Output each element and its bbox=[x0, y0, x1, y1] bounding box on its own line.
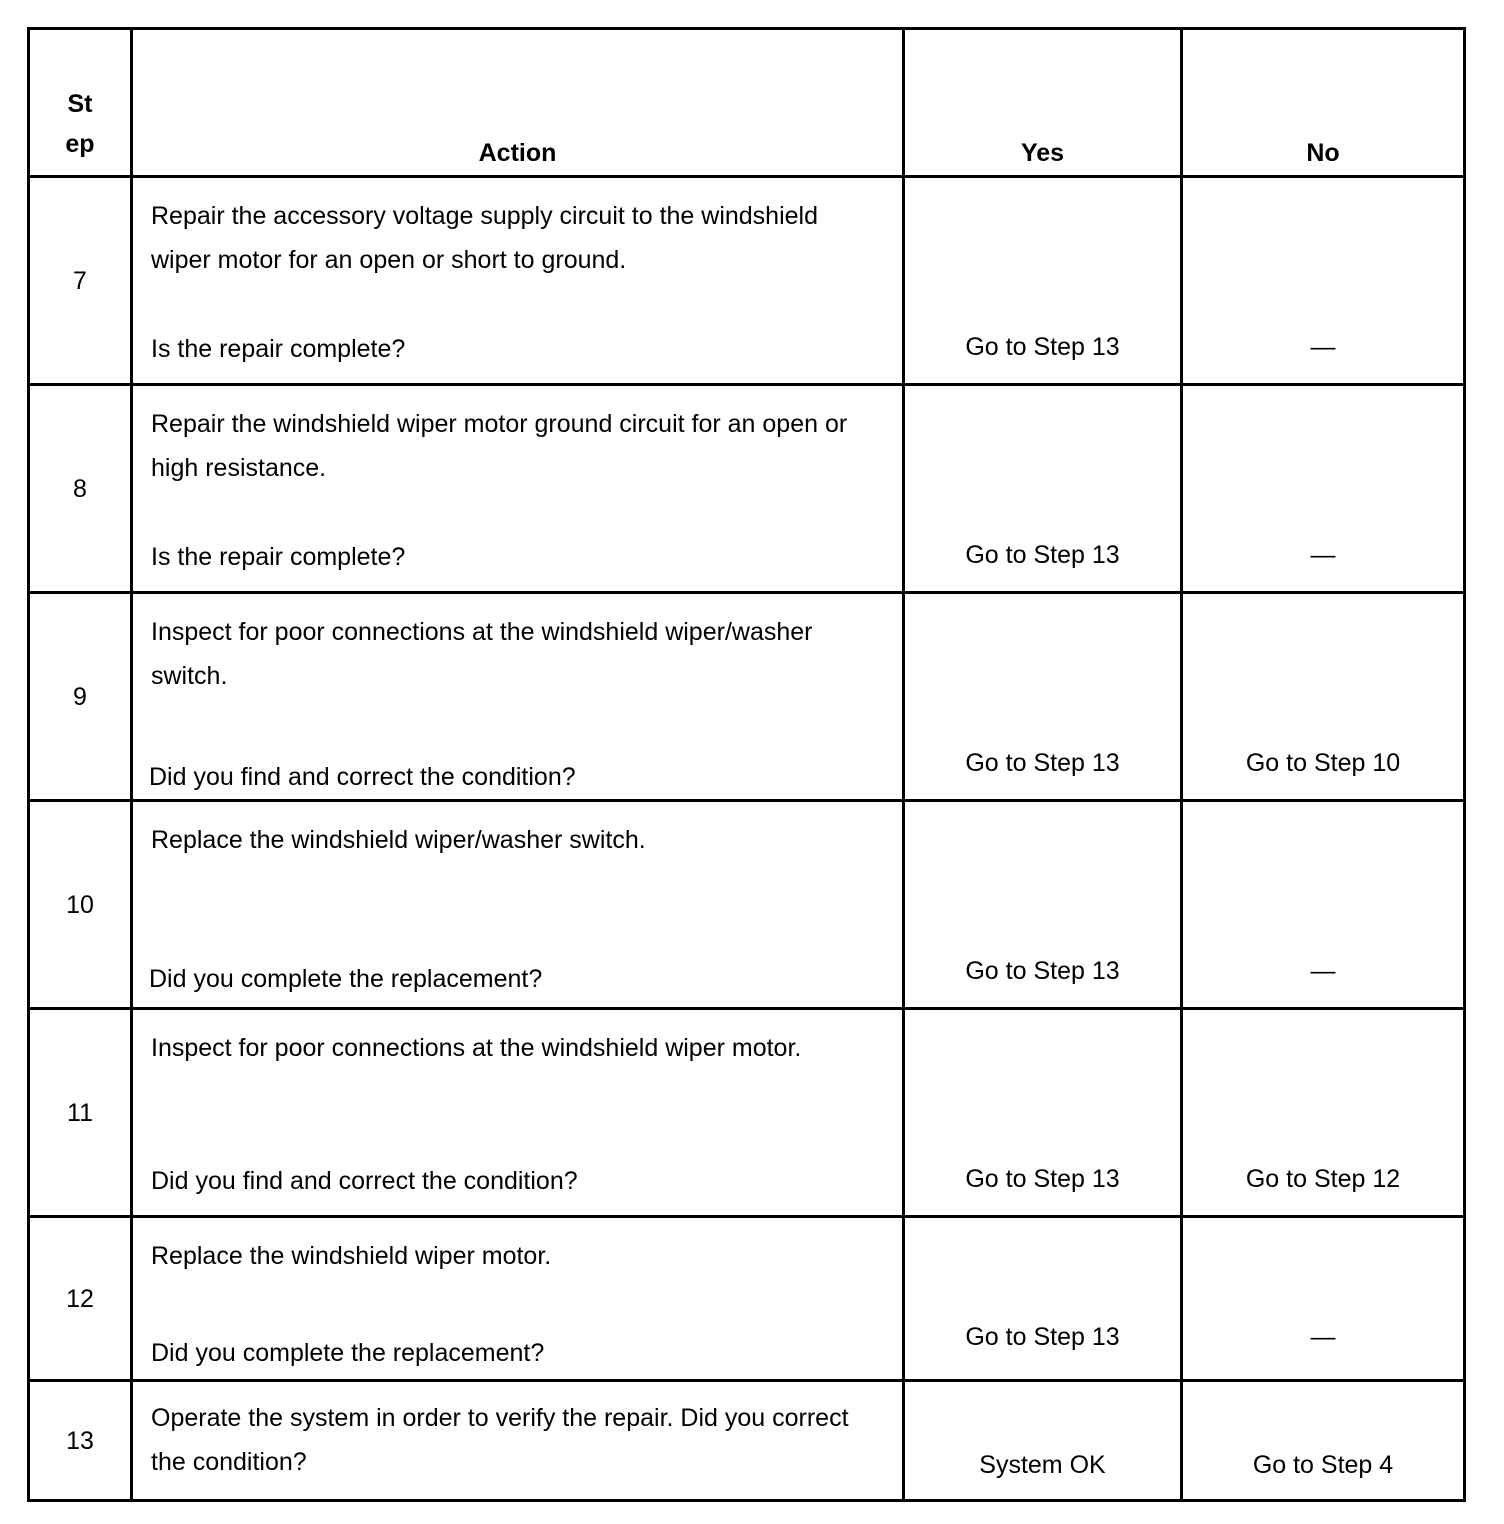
action-cell bbox=[132, 1381, 904, 1501]
yes-result: Go to Step 13 bbox=[904, 385, 1182, 593]
step-number: 7 bbox=[29, 177, 132, 385]
step-number: 10 bbox=[29, 801, 132, 1009]
action-cell bbox=[132, 801, 904, 1009]
action-question: Is the repair complete? bbox=[151, 335, 406, 363]
action-text: Inspect for poor connections at the windshield wiper motor. bbox=[151, 1034, 802, 1062]
action-text: Replace the windshield wiper/washer switch. bbox=[151, 826, 646, 854]
no-result: Go to Step 12 bbox=[1182, 1009, 1465, 1217]
step-number: 13 bbox=[29, 1381, 132, 1501]
action-text: Inspect for poor connections at the windshield wiper/washer switch. bbox=[151, 618, 813, 690]
header-yes: Yes bbox=[904, 29, 1182, 177]
yes-result: Go to Step 13 bbox=[904, 593, 1182, 801]
no-result: — bbox=[1182, 177, 1465, 385]
action-question: Did you find and correct the condition? bbox=[149, 763, 576, 791]
header-no: No bbox=[1182, 29, 1465, 177]
action-cell bbox=[132, 1217, 904, 1381]
diagnostic-step-table bbox=[27, 27, 1466, 1502]
no-result: Go to Step 10 bbox=[1182, 593, 1465, 801]
table-row bbox=[29, 385, 1465, 593]
no-result: — bbox=[1182, 385, 1465, 593]
table-row bbox=[29, 1009, 1465, 1217]
table-row bbox=[29, 1217, 1465, 1381]
no-result: Go to Step 4 bbox=[1182, 1381, 1465, 1501]
no-result: — bbox=[1182, 1217, 1465, 1381]
action-cell bbox=[132, 1009, 904, 1217]
action-question: Did you complete the replacement? bbox=[149, 965, 543, 993]
table-row bbox=[29, 1381, 1465, 1501]
action-cell bbox=[132, 593, 904, 801]
yes-result: Go to Step 13 bbox=[904, 1009, 1182, 1217]
action-text: Repair the accessory voltage supply circuit to the windshield wiper motor for an open or short to ground. bbox=[151, 202, 819, 274]
header-step-line1: St bbox=[67, 90, 93, 118]
step-number: 9 bbox=[29, 593, 132, 801]
action-question: Did you find and correct the condition? bbox=[151, 1167, 578, 1195]
header-step bbox=[29, 29, 132, 177]
step-number: 8 bbox=[29, 385, 132, 593]
action-text: Repair the windshield wiper motor ground circuit for an open or high resistance. bbox=[151, 410, 848, 482]
step-number: 11 bbox=[29, 1009, 132, 1217]
yes-result: Go to Step 13 bbox=[904, 801, 1182, 1009]
yes-result: System OK bbox=[904, 1381, 1182, 1501]
action-question: Is the repair complete? bbox=[151, 543, 406, 571]
yes-result: Go to Step 13 bbox=[904, 177, 1182, 385]
header-action: Action bbox=[132, 29, 904, 177]
step-number: 12 bbox=[29, 1217, 132, 1381]
no-result: — bbox=[1182, 801, 1465, 1009]
table-row bbox=[29, 593, 1465, 801]
action-cell bbox=[132, 177, 904, 385]
action-question: Did you complete the replacement? bbox=[151, 1339, 545, 1367]
table-header-row bbox=[29, 29, 1465, 177]
yes-result: Go to Step 13 bbox=[904, 1217, 1182, 1381]
action-cell bbox=[132, 385, 904, 593]
action-text: Replace the windshield wiper motor. bbox=[151, 1242, 552, 1270]
action-text: Operate the system in order to verify the repair. Did you correct the condition? bbox=[151, 1404, 849, 1476]
table-row bbox=[29, 801, 1465, 1009]
header-step-line2: ep bbox=[65, 130, 95, 158]
table-row bbox=[29, 177, 1465, 385]
